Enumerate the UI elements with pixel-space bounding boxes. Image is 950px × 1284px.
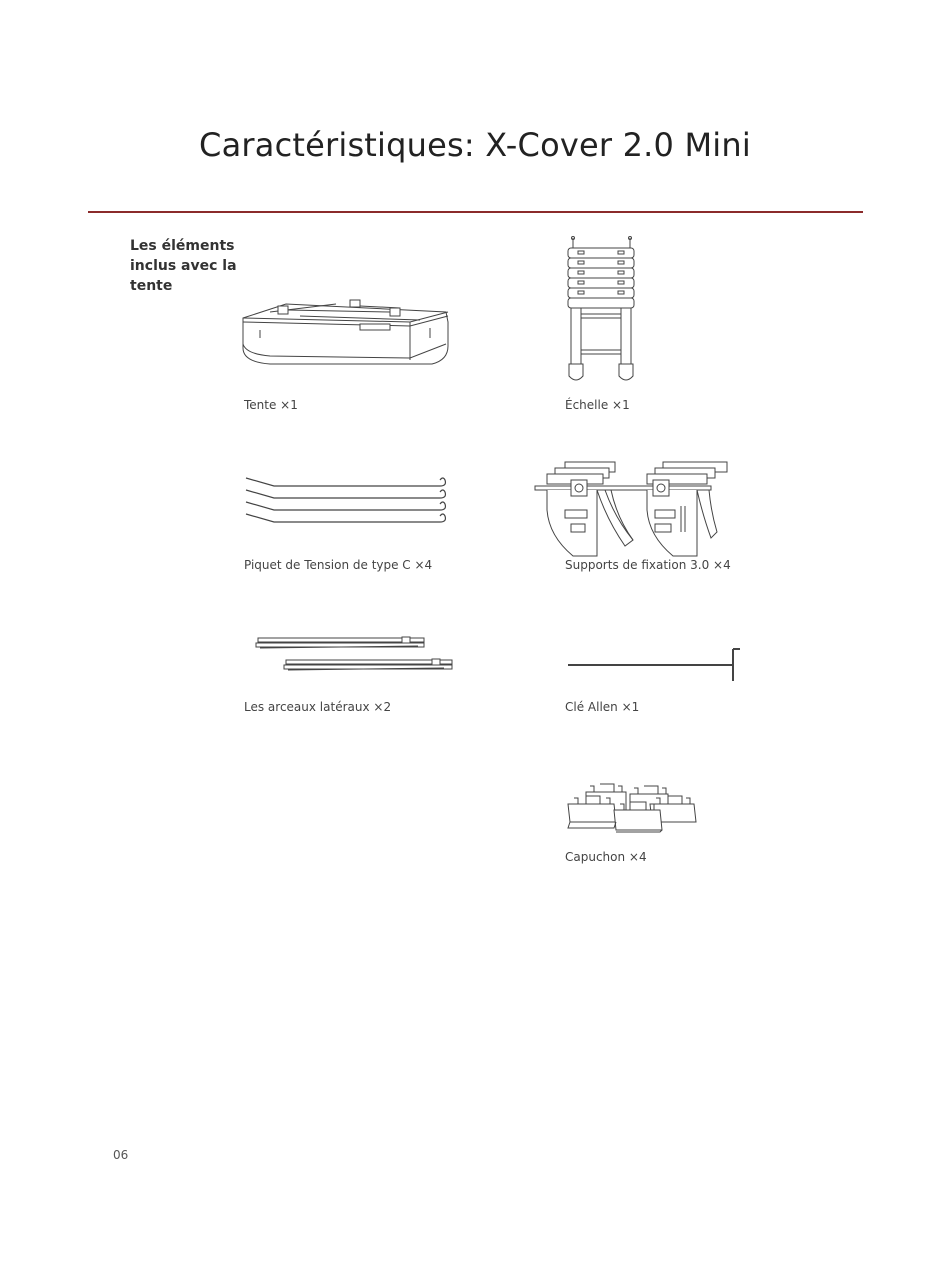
item-label-allen-key: Clé Allen ×1 [565,700,640,714]
allen-key-icon [566,646,746,684]
page-number: 06 [113,1148,129,1162]
item-label-ladder: Échelle ×1 [565,398,630,412]
side-poles-icon [254,634,454,676]
cap-icon [564,782,700,834]
title-divider [88,211,863,213]
item-label-side-poles: Les arceaux latéraux ×2 [244,700,392,714]
section-label: Les éléments inclus avec la tente [130,238,237,294]
ladder-icon [558,236,644,386]
item-label-tent: Tente ×1 [244,398,298,412]
page-title: Caractéristiques: X-Cover 2.0 Mini [199,126,751,164]
item-label-mounting-bracket: Supports de fixation 3.0 ×4 [565,558,731,572]
tent-icon [240,298,452,370]
item-label-tension-stake: Piquet de Tension de type C ×4 [244,558,433,572]
tension-stake-icon [244,476,450,526]
item-label-cap: Capuchon ×4 [565,850,647,864]
mounting-bracket-icon [533,460,733,560]
